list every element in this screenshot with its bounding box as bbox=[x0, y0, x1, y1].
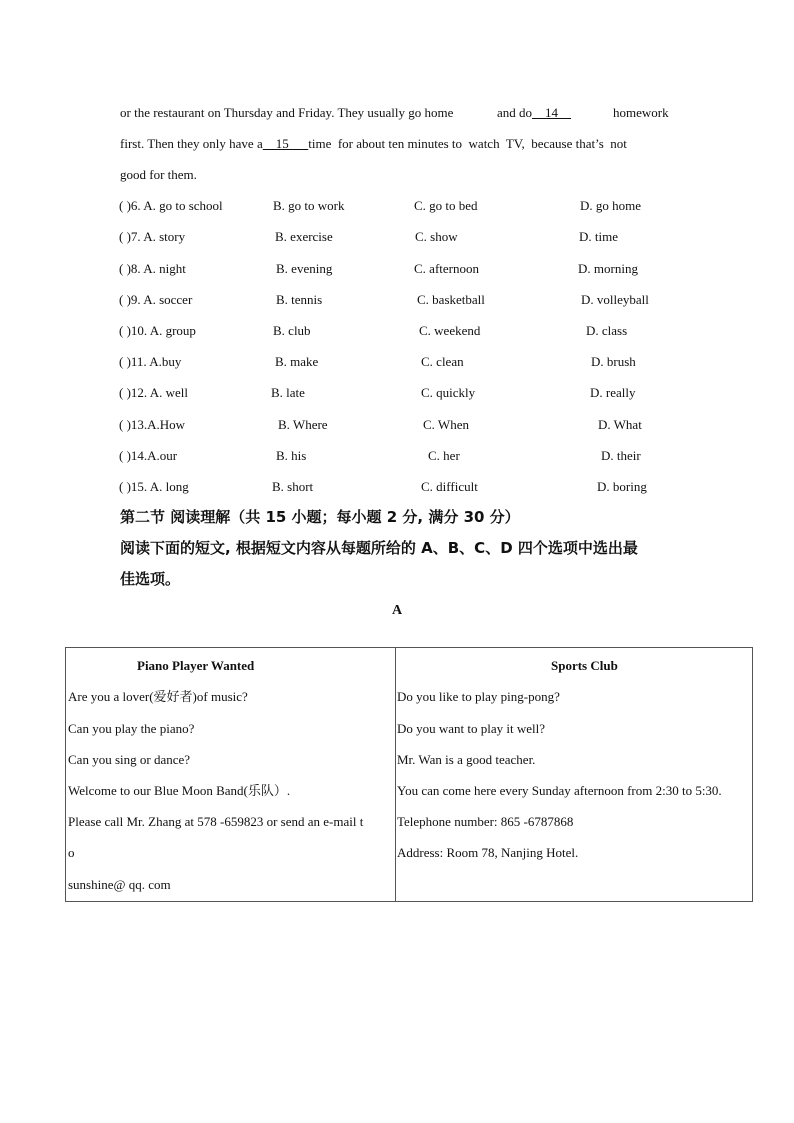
option-c: C. afternoon bbox=[414, 261, 479, 276]
passage-line-1-end: homework bbox=[613, 105, 669, 120]
question-stem-a: ( )15. A. long bbox=[119, 479, 189, 494]
ad-piano-line: o bbox=[68, 845, 75, 860]
option-c: C. When bbox=[423, 417, 469, 432]
option-b: B. late bbox=[271, 385, 305, 400]
option-b: B. his bbox=[276, 448, 307, 463]
question-stem-a: ( )11. A.buy bbox=[119, 354, 182, 369]
ad-piano-line: Are you a lover(爱好者)of music? bbox=[68, 689, 248, 704]
part-label: A bbox=[392, 603, 403, 618]
instruction-line-1: 阅读下面的短文, 根据短文内容从每题所给的 A、B、C、D 四个选项中选出最 bbox=[120, 539, 638, 557]
option-d: D. go home bbox=[580, 198, 642, 213]
option-d: D. volleyball bbox=[581, 292, 649, 307]
option-c: C. basketball bbox=[417, 292, 485, 307]
ad-sports-title: Sports Club bbox=[551, 658, 618, 673]
option-c: C. go to bed bbox=[414, 198, 478, 213]
option-d: D. What bbox=[598, 417, 642, 432]
ad-piano-line: Can you play the piano? bbox=[68, 721, 195, 736]
option-b: B. Where bbox=[278, 417, 328, 432]
ad-sports-line: You can come here every Sunday afternoon from 2:30 to 5:30. bbox=[397, 783, 722, 798]
question-stem-a: ( )8. A. night bbox=[119, 261, 186, 276]
option-b: B. tennis bbox=[276, 292, 323, 307]
question-stem-a: ( )6. A. go to school bbox=[119, 198, 223, 213]
option-c: C. difficult bbox=[421, 479, 478, 494]
option-c: C. clean bbox=[421, 354, 464, 369]
ad-sports-line: Mr. Wan is a good teacher. bbox=[397, 752, 536, 767]
option-c: C. quickly bbox=[421, 385, 476, 400]
option-b: B. evening bbox=[276, 261, 333, 276]
passage-line-3: good for them. bbox=[120, 167, 197, 182]
question-stem-a: ( )10. A. group bbox=[119, 323, 196, 338]
ad-piano-cell bbox=[66, 648, 396, 902]
question-stem-a: ( )12. A. well bbox=[119, 385, 188, 400]
ad-piano-line: Welcome to our Blue Moon Band(乐队）. bbox=[68, 783, 291, 798]
blank-15: 15 bbox=[262, 136, 309, 151]
question-stem-a: ( )9. A. soccer bbox=[119, 292, 193, 307]
option-c: C. weekend bbox=[419, 323, 481, 338]
ad-sports-line: Address: Room 78, Nanjing Hotel. bbox=[397, 845, 579, 860]
option-d: D. time bbox=[579, 229, 618, 244]
ad-piano-line: Please call Mr. Zhang at 578 -659823 or send an e-mail t bbox=[68, 814, 364, 829]
option-d: D. class bbox=[586, 323, 628, 338]
option-d: D. boring bbox=[597, 479, 647, 494]
ad-sports-line: Telephone number: 865 -6787868 bbox=[397, 814, 574, 829]
passage-line-1-mid: and do bbox=[497, 105, 533, 120]
passage-line-1-blank-group bbox=[497, 105, 571, 121]
blank-14: 14 bbox=[532, 105, 572, 120]
passage-line-1 bbox=[120, 105, 453, 121]
instruction-line-2: 佳选项。 bbox=[120, 570, 181, 588]
option-d: D. morning bbox=[578, 261, 638, 276]
ad-sports-cell bbox=[396, 648, 753, 902]
option-b: B. exercise bbox=[275, 229, 333, 244]
question-stem-a: ( )13.A.How bbox=[119, 417, 186, 432]
option-c: C. her bbox=[428, 448, 460, 463]
passage-line-2-pre: first. Then they only have a bbox=[120, 136, 263, 151]
option-b: B. club bbox=[273, 323, 311, 338]
ad-sports-line: Do you like to play ping-pong? bbox=[397, 689, 560, 704]
passage-line-1-text: or the restaurant on Thursday and Friday. They usually go home bbox=[120, 105, 454, 120]
option-c: C. show bbox=[415, 229, 458, 244]
ad-sports-line: Do you want to play it well? bbox=[397, 721, 546, 736]
ad-piano-title: Piano Player Wanted bbox=[137, 658, 255, 673]
option-b: B. go to work bbox=[273, 198, 345, 213]
question-stem-a: ( )7. A. story bbox=[119, 229, 186, 244]
option-b: B. short bbox=[272, 479, 314, 494]
ad-piano-email: sunshine@ qq. com bbox=[68, 877, 171, 892]
option-d: D. brush bbox=[591, 354, 636, 369]
ad-piano-line: Can you sing or dance? bbox=[68, 752, 191, 767]
passage-line-2 bbox=[120, 136, 627, 152]
ads-table bbox=[65, 647, 753, 902]
option-d: D. their bbox=[601, 448, 641, 463]
section-heading: 第二节 阅读理解（共 15 小题；每小题 2 分, 满分 30 分） bbox=[120, 508, 520, 526]
option-b: B. make bbox=[275, 354, 319, 369]
option-d: D. really bbox=[590, 385, 636, 400]
question-stem-a: ( )14.A.our bbox=[119, 448, 178, 463]
passage-line-2-post: time for about ten minutes to watch TV, because that’s not bbox=[308, 136, 627, 151]
